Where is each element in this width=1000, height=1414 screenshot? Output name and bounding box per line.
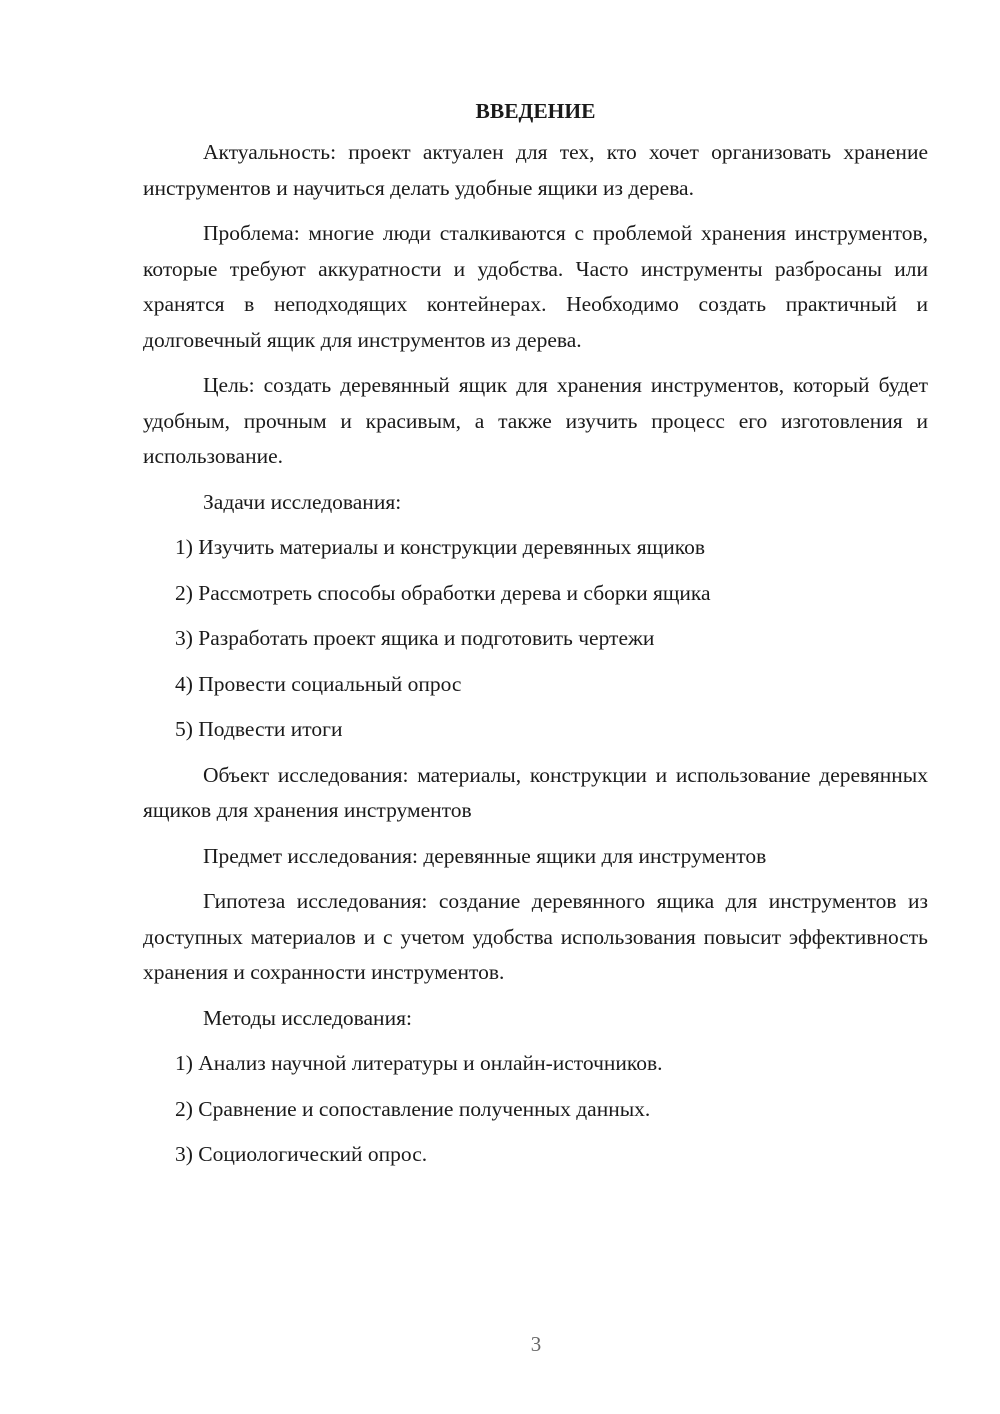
method-item-3: 3) Социологический опрос. <box>175 1142 428 1166</box>
methods-heading: Методы исследования: <box>203 1005 412 1030</box>
paragraph-goal: Цель: создать деревянный ящик для хранения инструментов, который будет удобным, прочным и красивым, а также изучить процесс его изготовления и использование. <box>143 373 928 468</box>
method-item-2: 2) Сравнение и сопоставление полученных данных. <box>175 1096 651 1121</box>
paragraph-problem: Проблема: многие люди сталкиваются с проблемой хранения инструментов, которые требуют аккуратности и удобства. Часто инструменты разбросаны или хранятся в неподходящих контейнерах. Необходимо создать практичный и долговечный ящик для инструментов из дерева. <box>143 221 928 352</box>
document-body <box>143 96 928 1183</box>
tasks-heading: Задачи исследования: <box>203 489 402 514</box>
method-item-1: 1) Анализ научной литературы и онлайн-источников. <box>175 1051 663 1075</box>
paragraph-subject: Предмет исследования: деревянные ящики для инструментов <box>203 843 767 868</box>
task-item-2: 2) Рассмотреть способы обработки дерева и сборки ящика <box>175 580 711 605</box>
page-number: 3 <box>530 1332 542 1356</box>
paragraph-relevance: Актуальность: проект актуален для тех, кто хочет организовать хранение инструментов и научиться делать удобные ящики из дерева. <box>143 140 928 200</box>
task-item-1: 1) Изучить материалы и конструкции деревянных ящиков <box>175 535 705 559</box>
task-item-5: 5) Подвести итоги <box>175 717 343 741</box>
section-title: ВВЕДЕНИЕ <box>475 99 596 123</box>
paragraph-object: Объект исследования: материалы, конструкции и использование деревянных ящиков для хранения инструментов <box>143 762 928 822</box>
task-item-3: 3) Разработать проект ящика и подготовить чертежи <box>175 626 655 650</box>
paragraph-hypothesis: Гипотеза исследования: создание деревянного ящика для инструментов из доступных материалов и с учетом удобства использования повысит эффективность хранения и сохранности инструментов. <box>143 889 928 984</box>
task-item-4: 4) Провести социальный опрос <box>175 671 462 696</box>
